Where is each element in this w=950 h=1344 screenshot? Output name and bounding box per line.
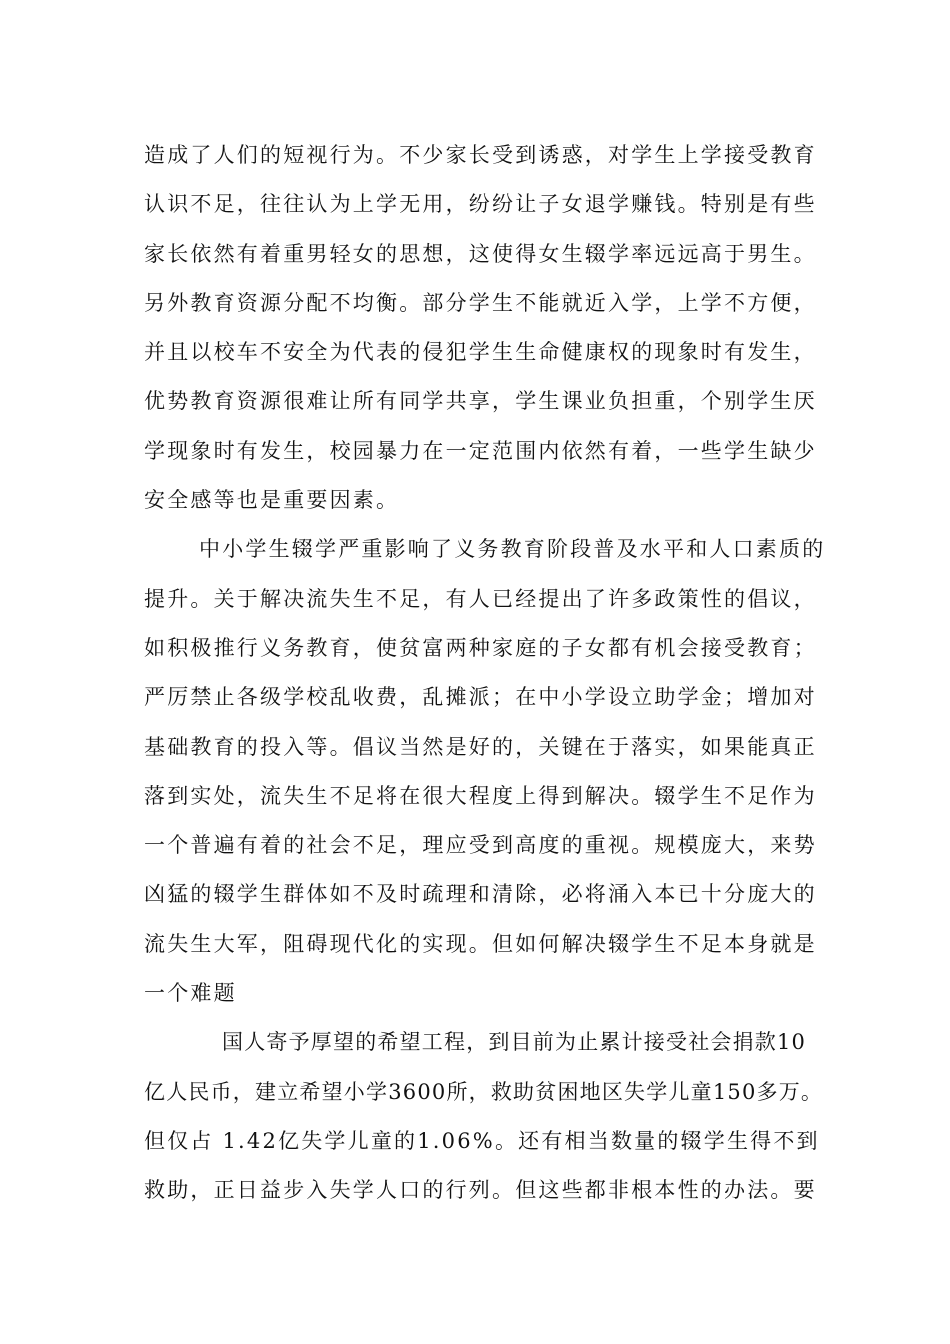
paragraph-line: 救助，正日益步入失学人口的行列。但这些都非根本性的办法。要 [144, 1178, 817, 1203]
paragraph-line: 另外教育资源分配不均衡。部分学生不能就近入学，上学不方便， [144, 290, 817, 315]
paragraph-line: 严厉禁止各级学校乱收费，乱摊派；在中小学设立助学金；增加对 [144, 685, 817, 710]
paragraph-line: 亿人民币，建立希望小学3600所，救助贫困地区失学儿童150多万。 [144, 1079, 824, 1104]
paragraph-line: 造成了人们的短视行为。不少家长受到诱惑，对学生上学接受教育 [144, 143, 817, 167]
paragraph-line: 认识不足，往往认为上学无用，纷纷让子女退学赚钱。特别是有些 [144, 192, 817, 217]
paragraph-line: 基础教育的投入等。倡议当然是好的，关键在于落实，如果能真正 [144, 734, 817, 759]
paragraph-line: 提升。关于解决流失生不足，有人已经提出了许多政策性的倡议， [144, 586, 817, 611]
paragraph-line: 家长依然有着重男轻女的思想，这使得女生辍学率远远高于男生。 [144, 241, 817, 266]
paragraph-line: 如积极推行义务教育，使贫富两种家庭的子女都有机会接受教育； [144, 635, 817, 660]
paragraph-line: 安全感等也是重要因素。 [144, 488, 400, 513]
paragraph-line: 国人寄予厚望的希望工程，到目前为止累计接受社会捐款10 [222, 1030, 807, 1055]
paragraph-line: 中小学生辍学严重影响了义务教育阶段普及水平和人口素质的 [199, 537, 826, 562]
paragraph-line: 流失生大军，阻碍现代化的实现。但如何解决辍学生不足本身就是 [144, 931, 817, 956]
paragraph-line: 一个难题 [144, 981, 237, 1006]
paragraph-line: 一个普遍有着的社会不足，理应受到高度的重视。规模庞大，来势 [144, 833, 817, 858]
paragraph-line: 落到实处，流失生不足将在很大程度上得到解决。辍学生不足作为 [144, 783, 817, 808]
paragraph-line: 凶猛的辍学生群体如不及时疏理和清除，必将涌入本已十分庞大的 [144, 882, 817, 907]
paragraph-line: 优势教育资源很难让所有同学共享，学生课业负担重，个别学生厌 [144, 389, 817, 414]
document-body [144, 131, 834, 1216]
paragraph-line: 但仅占 1.42亿失学儿童的1.06%。还有相当数量的辍学生得不到 [144, 1128, 820, 1153]
paragraph-line: 并且以校车不安全为代表的侵犯学生生命健康权的现象时有发生， [144, 340, 817, 365]
paragraph-line: 学现象时有发生，校园暴力在一定范围内依然有着，一些学生缺少 [144, 438, 817, 463]
